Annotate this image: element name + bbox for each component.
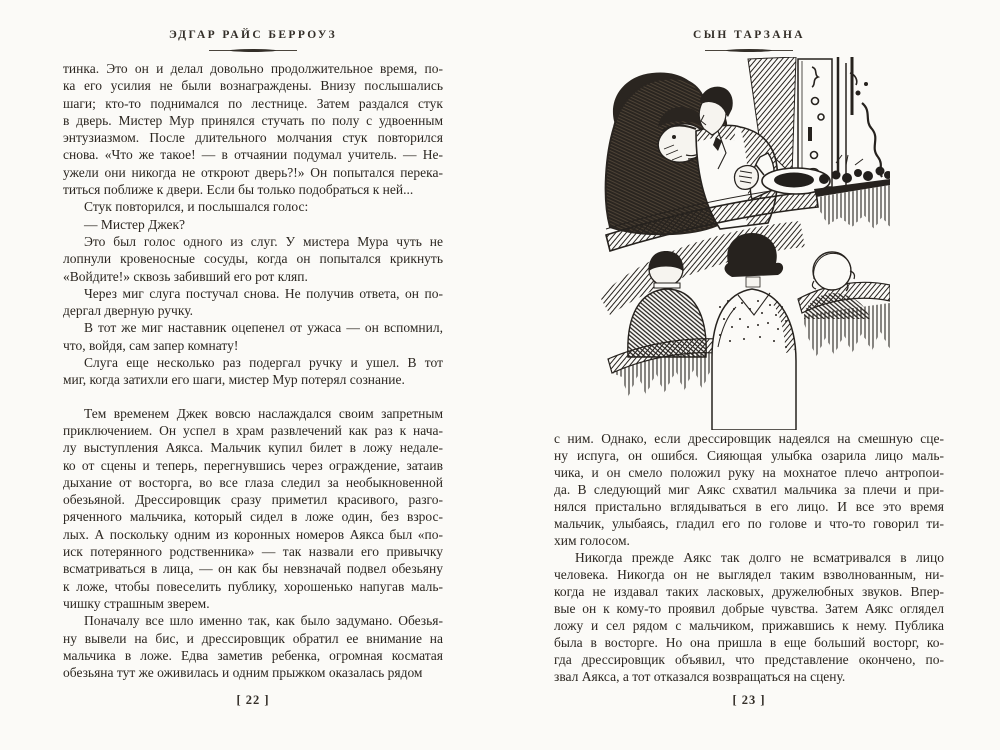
text-line: чика, и он смело положил руку на мохнатое плечо антропои- [554,465,944,480]
text-line: лопнули кровеносные сосуды, когда он попытался крикнуть [63,251,443,267]
text-line: человека. Никогда он не выглядел таким взволнованным, ни- [554,567,944,582]
text-line: миг, когда затихли его шаги, мистер Мур потерял сознание. [63,372,405,388]
text-line: ряченного мальчика, который сидел в ложе один, без взрос- [63,509,443,525]
header-rule-left [209,49,297,52]
running-head-left: ЭДГАР РАЙС БЕРРОУЗ [168,29,338,41]
page-right [554,0,944,750]
text-line: Слуга еще несколько раз подергал ручку и ушел. В тот [84,355,443,371]
text-line: обезьяна тут же оживилась и одним прыжком оказалась рядом [63,665,423,681]
text-line: тинка. Это он и делал довольно продолжительное время, по- [63,61,443,76]
text-line: Стук повторился, и послышался голос: [84,199,309,215]
text-line: лых. А поскольку одним из коронных номеров Аякса был «по- [63,526,443,542]
text-line: обезьяной. Дрессировщик сразу приметил красивого, разго- [63,492,443,508]
text-line: вые он к кому-то проявил добрые чувства. Затем Аякс оглядел [554,601,944,616]
text-line: ну вывели на бис, и дрессировщик обратил ее внимание на [63,630,443,646]
right-text-column [554,430,944,685]
text-line: лу выступления Аякса. Мальчик купил билет в ложу недале- [63,440,443,456]
text-line: Поначалу все шло именно так, как было задумано. Обезья- [84,613,443,629]
text-line: к ложе, чтобы повеселить публику, хорошенько напугав маль- [63,578,443,594]
text-line: энтузиазмом. После длительного молчания стук повторился [63,130,443,146]
page-number-left: [ 22 ] [236,693,270,707]
text-line: да. В следующий миг Аякс схватил мальчика за плечи и при- [554,482,944,497]
text-line: «Войдите!» сквозь забивший его рот кляп. [63,268,308,284]
illustration-audience [608,233,890,430]
header-rule-right [705,49,793,52]
text-line: Это был голос одного из слуг. У мистера Мура чуть не [84,233,443,249]
text-line: Никогда прежде Аякс так долго не всматривался в лицо [575,550,944,565]
text-line: хим голосом. [554,533,630,548]
text-line: что, войдя, сам запер комнату! [63,337,239,353]
text-line: дергал дверную ручку. [63,303,193,319]
text-line: Тем временем Джек вовсю наслаждался своим запретным [84,405,443,421]
illustration-boy-and-ape-theater-box [600,57,890,430]
text-line: Через миг слуга постучал снова. Не получив ответа, он по- [84,285,443,301]
text-line: мальчик, улыбаясь, гладил его по голове и что-то говорил ти- [554,516,944,531]
text-line: — Мистер Джек? [84,216,186,232]
running-head-right: СЫН ТАРЗАНА [692,29,805,41]
text-line: ка его усилия не были вознаграждены. Внизу послышались [63,78,443,94]
text-line: гда дрессировщик объявил, что представление окончено, по- [554,652,944,667]
text-line: иск потерянного родственника» — так назвали его привычку [63,544,443,560]
text-line: ужели они никогда не откроют дверь?!» Он попытался перека- [63,164,443,180]
text-line: снова. «Что же такое! — в отчаянии подумал учитель. — Не- [63,147,443,163]
text-line: приключением. Он успел в храм развлечений как раз к нача- [63,422,443,438]
text-line: всматриваться в лица, — он как бы невзначай подвел обезьяну [63,561,443,577]
text-line: чишку страшным зверем. [63,595,210,611]
page-left [63,0,443,750]
text-line: ко от сцены и теперь, перегнувшись через ограждение, затаив [63,457,443,473]
text-line: когда не издавал таких ласковых, дружелюбных звуков. Впер- [554,584,944,599]
page-number-right: [ 23 ] [732,693,766,707]
text-line: шаги; кто-то поднимался по лестнице. Затем раздался стук [63,95,443,111]
text-line: с ним. Однако, если дрессировщик надеялся на смешную сце- [554,431,944,446]
text-line: В тот же миг наставник оцепенел от ужаса — он вспомнил, [84,320,443,336]
text-line: ложу и сел рядом с мальчиком, прижавшись к нему. Публика [554,618,944,633]
text-line: мальчика в ложе. Едва заметив ребенка, огромная косматая [63,647,443,663]
text-line: титься поближе к двери. Если бы только подобраться к ней... [63,182,414,198]
text-line: дыхание от восторга, во все глаза следил за необыкновенной [63,474,443,490]
text-line: в дверь. Мистер Мур принялся стучать по полу с удвоенным [63,112,443,128]
left-text-column [63,60,443,681]
text-line: ну испуга, он ошибся. Сияющая улыбка озарила лицо маль- [554,448,944,463]
text-line: звал Аякса, а тот отказался возвращаться на сцену. [554,669,846,684]
text-line: нялся пристально вглядываться в его лицо. И все это время [554,499,944,514]
text-line: была в восторге. Но она пришла в еще больший восторг, ко- [554,635,944,650]
